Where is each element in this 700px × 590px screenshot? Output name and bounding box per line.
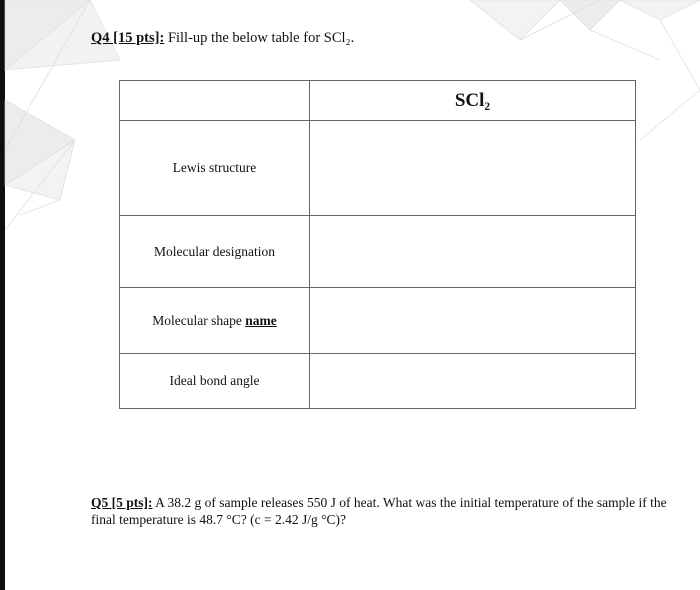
table-header-row	[120, 81, 636, 121]
answer-cell-molecular-shape[interactable]	[310, 288, 636, 354]
table-row	[120, 288, 636, 354]
answer-cell-lewis-structure[interactable]	[310, 121, 636, 216]
scl2-table	[119, 80, 636, 409]
molecular-shape-prefix: Molecular shape	[152, 312, 246, 328]
row-label-lewis-structure: Lewis structure	[120, 121, 310, 216]
question-4-label: Q4 [15 pts]:	[91, 30, 165, 46]
question-4-text: Fill-up the below table for SCl₂.	[167, 30, 355, 46]
question-5-text: A 38.2 g of sample releases 550 J of heat. What was the initial temperature of the sample if the final temperature is 48.7 °C? (c = 2.42 J/g °C)?	[91, 495, 667, 527]
question-5	[91, 494, 681, 528]
row-label-molecular-designation: Molecular designation	[120, 216, 310, 288]
answer-cell-ideal-bond-angle[interactable]	[310, 354, 636, 409]
question-5-label: Q5 [5 pts]:	[91, 495, 153, 510]
answer-cell-molecular-designation[interactable]	[310, 216, 636, 288]
header-scl2: SCl₂	[310, 81, 636, 121]
question-4	[91, 30, 354, 47]
row-label-ideal-bond-angle: Ideal bond angle	[120, 354, 310, 409]
table-row	[120, 121, 636, 216]
row-label-molecular-shape	[120, 288, 310, 354]
header-empty-cell	[120, 81, 310, 121]
molecular-shape-name-emphasis: name	[245, 312, 277, 328]
table-row	[120, 216, 636, 288]
table-row	[120, 354, 636, 409]
